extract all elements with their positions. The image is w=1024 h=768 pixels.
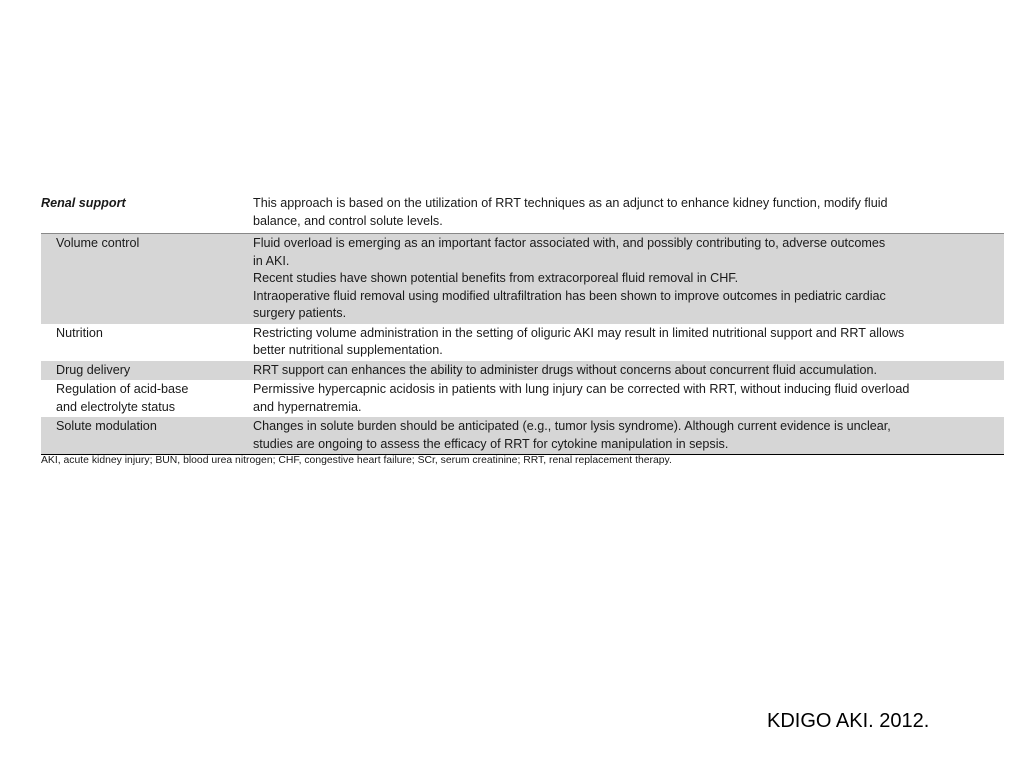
row-description-line: Restricting volume administration in the setting of oliguric AKI may result in limited nutritional support and RRT allows	[253, 325, 905, 340]
row-label	[41, 361, 253, 381]
row-description-line: and hypernatremia.	[253, 399, 362, 414]
table-row-renal-support	[41, 193, 1004, 234]
table-row-drug-delivery	[41, 361, 1004, 381]
row-description	[253, 193, 1004, 234]
row-label-line: Drug delivery	[56, 362, 131, 377]
table-row-volume-control	[41, 234, 1004, 324]
row-description	[253, 361, 1004, 381]
row-description	[253, 234, 1004, 324]
row-label-line: and electrolyte status	[56, 399, 176, 414]
row-label	[41, 324, 253, 361]
row-description	[253, 324, 1004, 361]
table-row-acid-base	[41, 380, 1004, 417]
row-label-line: Renal support	[41, 196, 126, 210]
row-description-line: balance, and control solute levels.	[253, 213, 443, 228]
row-description-line: better nutritional supplementation.	[253, 343, 443, 357]
citation: KDIGO AKI. 2012.	[767, 710, 930, 732]
table-row-nutrition	[41, 324, 1004, 361]
row-description-line: studies are ongoing to assess the efficacy of RRT for cytokine manipulation in sepsis.	[253, 436, 729, 451]
row-description-line: Fluid overload is emerging as an important factor associated with, and possibly contributing to, adverse outcomes	[253, 236, 886, 250]
row-description	[253, 380, 1004, 417]
row-label-line: Regulation of acid-base	[56, 382, 189, 396]
row-label	[41, 417, 253, 455]
row-label	[41, 380, 253, 417]
row-description-line: Permissive hypercapnic acidosis in patients with lung injury can be corrected with RRT, without inducing fluid overload	[253, 382, 910, 396]
row-description-line: Recent studies have shown potential benefits from extracorporeal fluid removal in CHF.	[253, 271, 739, 285]
renal-support-table	[41, 193, 1004, 455]
row-description-line: surgery patients.	[253, 306, 347, 320]
row-description	[253, 417, 1004, 455]
row-label-line: Solute modulation	[56, 419, 157, 433]
row-label	[41, 234, 253, 324]
row-label-line: Nutrition	[56, 325, 103, 340]
row-label-line: Volume control	[56, 236, 140, 250]
row-description-line: in AKI.	[253, 253, 290, 268]
row-description-line: Changes in solute burden should be anticipated (e.g., tumor lysis syndrome). Although current evidence is unclear,	[253, 419, 891, 433]
table-footnote: AKI, acute kidney injury; BUN, blood urea nitrogen; CHF, congestive heart failure; SCr, serum creatinine; RRT, renal replacement therapy.	[41, 455, 672, 466]
table-container	[41, 193, 1004, 455]
row-description-line: This approach is based on the utilization of RRT techniques as an adjunct to enhance kidney function, modify fluid	[253, 196, 888, 210]
table-row-solute-modulation	[41, 417, 1004, 455]
row-label	[41, 193, 253, 234]
row-description-line: RRT support can enhances the ability to administer drugs without concerns about concurrent fluid accumulation.	[253, 362, 877, 377]
row-description-line: Intraoperative fluid removal using modified ultrafiltration has been shown to improve outcomes in pediatric cardiac	[253, 288, 886, 303]
